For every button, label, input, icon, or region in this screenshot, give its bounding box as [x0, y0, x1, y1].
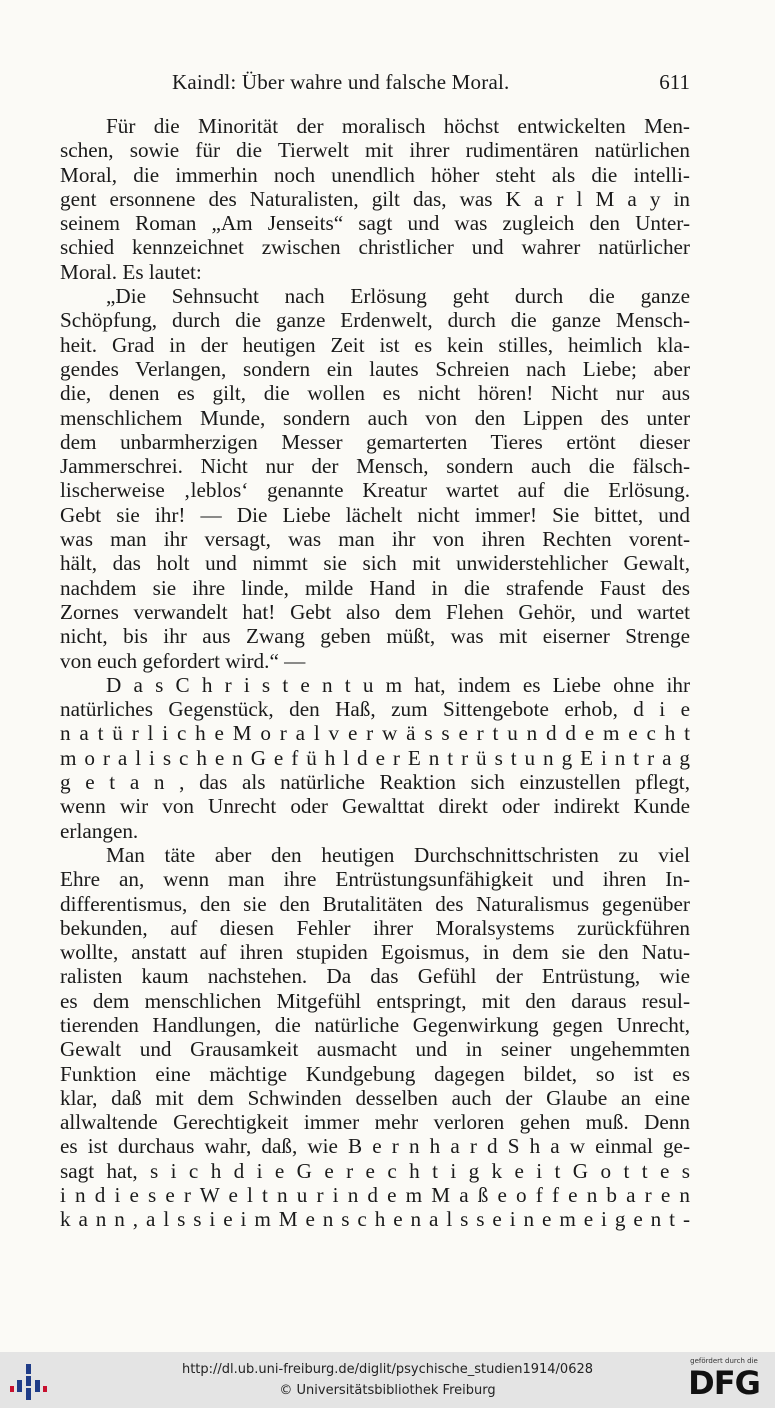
- text-line: heit. Grad in der heutigen Zeit ist es kein stilles, heimlich kla-: [60, 332, 690, 357]
- text-line: sagt hat, s i c h d i e G e r e c h t i g k e i t G o t t e s: [60, 1158, 690, 1183]
- text-line: allwaltende Gerechtigkeit immer mehr verloren gehen muß. Denn: [60, 1110, 690, 1135]
- dfg-logo-icon: [683, 1357, 765, 1403]
- text-line: Schöpfung, durch die ganze Erdenwelt, durch die ganze Mensch-: [60, 308, 690, 333]
- text-line: hält, das holt und nimmt sie sich mit unwiderstehlicher Gewalt,: [60, 551, 690, 576]
- text-line: m o r a l i s c h e n G e f ü h l d e r E n t r ü s t u n g E i n t r a g: [60, 745, 690, 770]
- text-line: n a t ü r l i c h e M o r a l v e r w ä s s e r t u n d d e m e c h t: [60, 721, 690, 746]
- text-line: Funktion eine mächtige Kundgebung dagegen bildet, so ist es: [60, 1061, 690, 1086]
- page-number: 611: [659, 70, 690, 94]
- text-line: klar, daß mit dem Schwinden desselben auch der Glaube an eine: [60, 1085, 690, 1110]
- text-line: schied kennzeichnet zwischen christlicher und wahrer natürlicher: [60, 235, 690, 260]
- text-line: i n d i e s e r W e l t n u r i n d e m M a ß e o f f e n b a r e n: [60, 1183, 690, 1208]
- text-line: tierenden Handlungen, die natürliche Gegenwirkung gegen Unrecht,: [60, 1012, 690, 1037]
- copyright-notice: © Universitätsbibliothek Freiburg: [279, 1383, 496, 1398]
- text-line: Für die Minorität der moralisch höchst entwickelten Men-: [106, 114, 690, 138]
- text-line: wollte, anstatt auf ihren stupiden Egoismus, in dem sie den Natu-: [60, 940, 690, 965]
- text-line: es dem menschlichen Mitgefühl entspringt, mit den daraus resul-: [60, 988, 690, 1013]
- text-line: Zornes verwandelt hat! Gebt also dem Flehen Gehör, und wartet: [60, 599, 690, 624]
- text-line: gent ersonnene des Naturalisten, gilt das, was K a r l M a y in: [60, 186, 690, 211]
- text-line: Ehre an, wenn man ihre Entrüstungsunfähigkeit und ihren In-: [60, 867, 690, 892]
- text-line: lischerweise ‚leblos‘ genannte Kreatur wartet auf die Erlösung.: [60, 478, 690, 503]
- text-line: was man ihr versagt, was man ihr von ihren Rechten vorent-: [60, 527, 690, 552]
- sponsor-caption: gefördert durch die: [690, 1357, 758, 1365]
- text-line: differentismus, den sie den Brutalitäten des Naturalismus gegenüber: [60, 891, 690, 916]
- text-line: „Die Sehnsucht nach Erlösung geht durch die ganze: [106, 284, 690, 309]
- text-line: nachdem sie ihre linde, milde Hand in die strafende Faust des: [60, 575, 690, 600]
- text-line: Gebt sie ihr! — Die Liebe lächelt nicht immer! Sie bittet, und: [60, 502, 690, 527]
- text-line: gendes Verlangen, sondern ein lautes Schreien nach Liebe; aber: [60, 356, 690, 381]
- text-line: von euch gefordert wird.“ —: [60, 648, 306, 673]
- text-line: die, denen es gilt, die wollen es nicht hören! Nicht nur aus: [60, 381, 690, 406]
- text-line: Moral, die immerhin noch unendlich höher steht als die intelli-: [60, 162, 690, 187]
- text-line: schen, sowie für die Tierwelt mit ihrer rudimentären natürlichen: [60, 138, 690, 163]
- text-line: menschlichem Munde, sondern auch von den Lippen des unter: [60, 405, 690, 430]
- running-header: [60, 70, 690, 98]
- text-line: Man täte aber den heutigen Durchschnittschristen zu viel: [106, 842, 690, 867]
- text-line: seinem Roman „Am Jenseits“ sagt und was zugleich den Unter-: [60, 211, 690, 236]
- text-line: k a n n , a l s s i e i m M e n s c h e n a l s s e i n e m e i g e n t -: [60, 1207, 690, 1232]
- text-line: D a s C h r i s t e n t u m hat, indem es Liebe ohne ihr: [106, 672, 690, 697]
- text-line: Jammerschrei. Nicht nur der Mensch, sondern auch die fälsch-: [60, 454, 690, 479]
- text-line: ralisten kaum nachstehen. Da das Gefühl der Entrüstung, wie: [60, 964, 690, 989]
- text-line: dem unbarmherzigen Messer gemarterten Tieres ertönt dieser: [60, 429, 690, 454]
- text-line: wenn wir von Unrecht oder Gewalttat direkt oder indirekt Kunde: [60, 794, 690, 819]
- text-line: g e t a n , das als natürliche Reaktion sich einzustellen pflegt,: [60, 770, 690, 795]
- text-line: nicht, bis ihr aus Zwang geben müßt, was mit eiserner Strenge: [60, 624, 690, 649]
- text-line: Gewalt und Grausamkeit ausmacht und in seiner ungehemmten: [60, 1037, 690, 1062]
- viewer-footer: [0, 1352, 775, 1408]
- text-line: natürliches Gegenstück, den Haß, zum Sittengebote erhob, d i e: [60, 697, 690, 722]
- sponsor-logo-text: DFG: [688, 1364, 760, 1402]
- running-title: Kaindl: Über wahre und falsche Moral.: [172, 70, 510, 94]
- text-line: Moral. Es lautet:: [60, 259, 202, 284]
- text-line: erlangen.: [60, 818, 139, 843]
- text-line: es ist durchaus wahr, daß, wie B e r n h a r d S h a w einmal ge-: [60, 1134, 690, 1159]
- body-text: [60, 114, 690, 1232]
- text-line: bekunden, auf diesen Fehler ihrer Moralsystems zurückführen: [60, 915, 690, 940]
- document-url[interactable]: http://dl.ub.uni-freiburg.de/diglit/psychische_studien1914/0628: [181, 1362, 594, 1377]
